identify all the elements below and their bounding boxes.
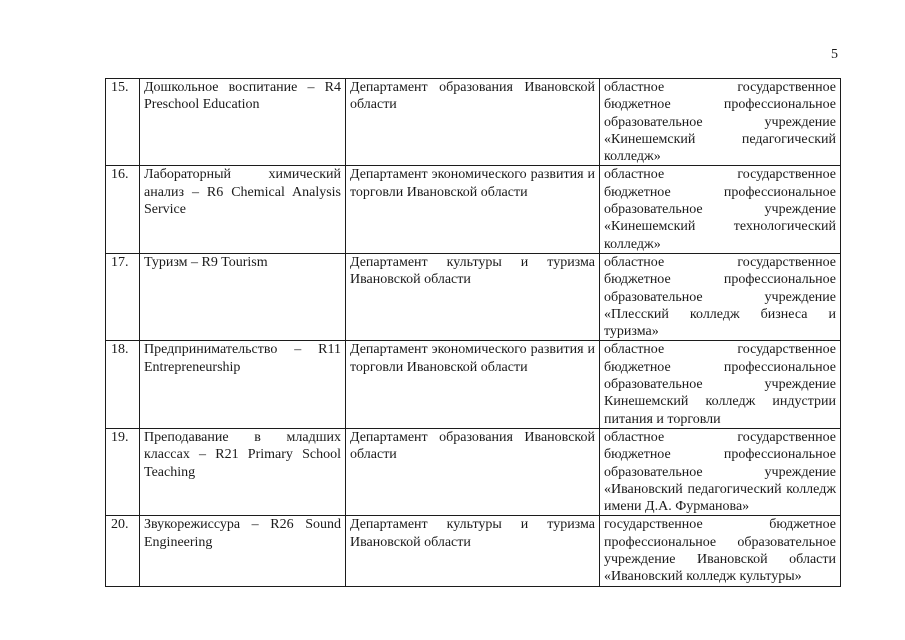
row-number: 20. xyxy=(106,516,140,586)
department-name: Департамент культуры и туризма Ивановской области xyxy=(346,253,600,340)
department-name: Департамент экономического развития и торговли Ивановской области xyxy=(346,341,600,428)
organization-name: областное государственное бюджетное профессиональное образовательное учреждение Кинешемский колледж индустрии питания и торговли xyxy=(600,341,841,428)
competency-name: Звукорежиссура – R26 Sound Engineering xyxy=(140,516,346,586)
row-number: 17. xyxy=(106,253,140,340)
department-name: Департамент экономического развития и торговли Ивановской области xyxy=(346,166,600,253)
organization-name: областное государственное бюджетное профессиональное образовательное учреждение «Плесский колледж бизнеса и туризма» xyxy=(600,253,841,340)
table-row xyxy=(106,341,841,428)
organization-name: областное государственное бюджетное профессиональное образовательное учреждение «Кинешемский педагогический колледж» xyxy=(600,79,841,166)
department-name: Департамент образования Ивановской области xyxy=(346,79,600,166)
table-row xyxy=(106,428,841,515)
department-name: Департамент культуры и туризма Ивановской области xyxy=(346,516,600,586)
table-row xyxy=(106,79,841,166)
competency-name: Преподавание в младших классах – R21 Primary School Teaching xyxy=(140,428,346,515)
competency-name: Туризм – R9 Tourism xyxy=(140,253,346,340)
row-number: 16. xyxy=(106,166,140,253)
competency-name: Дошкольное воспитание – R4 Preschool Education xyxy=(140,79,346,166)
competencies-table xyxy=(105,78,841,587)
organization-name: областное государственное бюджетное профессиональное образовательное учреждение «Кинешемский технологический колледж» xyxy=(600,166,841,253)
department-name: Департамент образования Ивановской области xyxy=(346,428,600,515)
row-number: 19. xyxy=(106,428,140,515)
organization-name: государственное бюджетное профессиональное образовательное учреждение Ивановской области «Ивановский колледж культуры» xyxy=(600,516,841,586)
competency-name: Лабораторный химический анализ – R6 Chemical Analysis Service xyxy=(140,166,346,253)
page-number: 5 xyxy=(831,47,838,62)
row-number: 15. xyxy=(106,79,140,166)
row-number: 18. xyxy=(106,341,140,428)
competency-name: Предпринимательство – R11 Entrepreneurship xyxy=(140,341,346,428)
table-row xyxy=(106,516,841,586)
table-row xyxy=(106,253,841,340)
organization-name: областное государственное бюджетное профессиональное образовательное учреждение «Ивановский педагогический колледж имени Д.А. Фурманова» xyxy=(600,428,841,515)
table-row xyxy=(106,166,841,253)
